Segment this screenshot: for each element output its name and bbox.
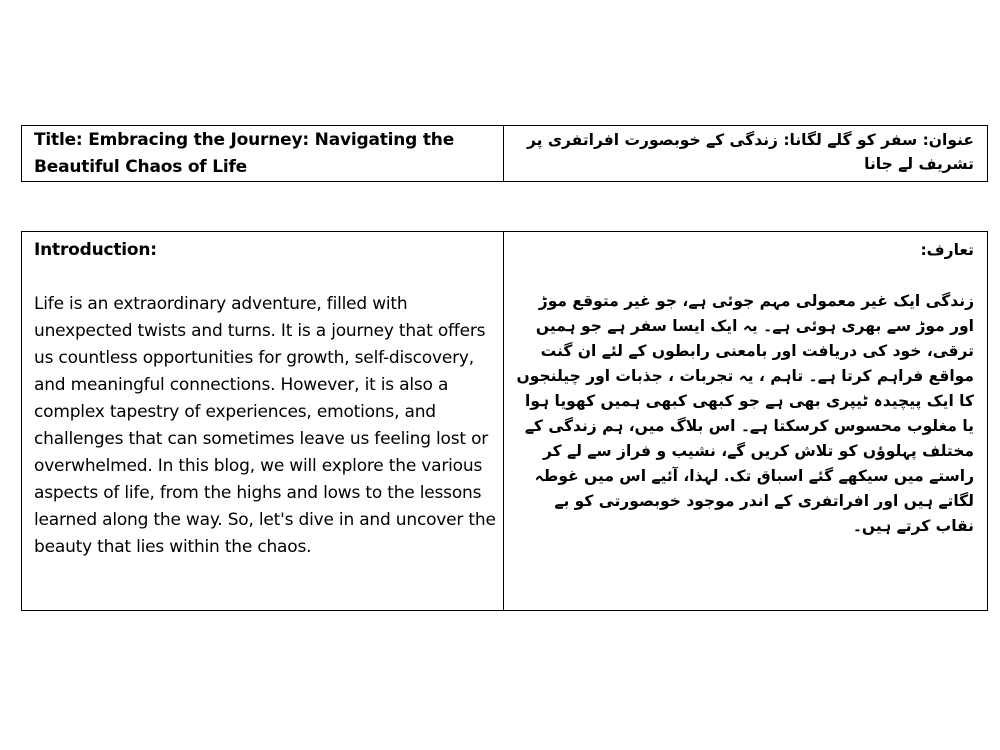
- title-english-cell: [22, 126, 504, 182]
- introduction-urdu-paragraph: زندگی ایک غیر معمولی مہم جوئی ہے، جو غیر متوقع موڑ اور موڑ سے بھری ہوئی ہے۔ یہ ایک ایسا سفر ہے جو ہمیں ترقی، خود کی دریافت اور بامعنی رابطوں کے لئے ان گنت مواقع فراہم کرتا ہے۔ تاہم ، یہ تجربات ، جذبات اور چیلنجوں کا ایک پیچیدہ ٹیپری بھی ہے جو کبھی کبھی ہمیں کھویا ہوا یا مغلوب محسوس کرسکتا ہے۔ اس بلاگ میں، ہم زندگی کے مختلف پہلوؤں کو تلاش کریں گے، نشیب و فراز سے لے کر راستے میں سیکھے گئے اسباق تک. لہذا، آئیے اس میں غوطہ لگاتے ہیں اور افراتفری کے اندر موجود خوبصورتی کو بے نقاب کرتے ہیں۔: [516, 292, 974, 535]
- introduction-english-heading: Introduction:: [34, 240, 157, 260]
- title-urdu: عنوان: سفر کو گلے لگانا: زندگی کے خوبصورت افراتفری پر تشریف لے جانا: [526, 131, 974, 173]
- title-english: Title: Embracing the Journey: Navigating the Beautiful Chaos of Life: [34, 130, 455, 177]
- introduction-english-paragraph: Life is an extraordinary adventure, filled with unexpected twists and turns. It is a journey that offers us countless opportunities for growth, self-discovery, and meaningful connections. However, it is also a complex tapestry of experiences, emotions, and challenges that can sometimes leave us feeling lost or overwhelmed. In this blog, we will explore the various aspects of life, from the highs and lows to the lessons learned along the way. So, let's dive in and uncover the beauty that lies within the chaos.: [34, 294, 496, 557]
- introduction-table: [21, 231, 988, 611]
- title-urdu-cell: [504, 126, 988, 182]
- title-row: [22, 126, 988, 182]
- introduction-urdu-cell: [504, 232, 988, 611]
- introduction-english-content: [22, 232, 503, 561]
- introduction-row: [22, 232, 988, 611]
- introduction-urdu-heading: تعارف:: [920, 241, 974, 259]
- introduction-english-cell: [22, 232, 504, 611]
- title-table: [21, 125, 988, 182]
- introduction-urdu-content: [504, 232, 987, 539]
